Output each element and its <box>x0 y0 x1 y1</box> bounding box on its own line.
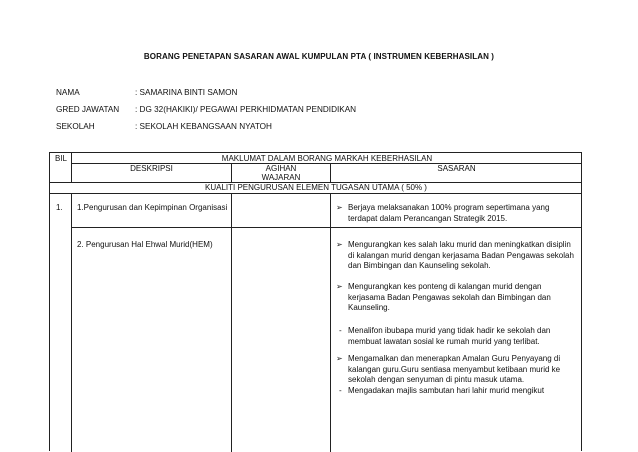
agihan-right-divider <box>330 193 331 452</box>
bullet-dash-icon: - <box>339 326 342 335</box>
section-bottom-line <box>50 193 582 194</box>
sasaran-item: Mengadakan majlis sambutan hari lahir murid mengikut <box>348 386 545 395</box>
bil-col-divider <box>71 193 72 452</box>
row-deskripsi: 1.Pengurusan dan Kepimpinan Organisasi <box>77 203 228 212</box>
bullet-dash-icon: - <box>339 386 342 395</box>
agihan-left-divider <box>231 193 232 452</box>
row-deskripsi: 2. Pengurusan Hal Ehwal Murid(HEM) <box>77 240 213 249</box>
sasaran-item: Berjaya melaksanakan 100% program sepertimana yang terdapat dalam Perancangan Strategik 2015. <box>348 203 550 223</box>
bullet-arrow-icon: ➢ <box>336 282 343 291</box>
bullet-arrow-icon: ➢ <box>336 203 343 212</box>
col-sasaran-header: SASARAN <box>437 164 476 173</box>
col-agihan-header-2: WAJARAN <box>261 173 301 182</box>
info-value: : DG 32(HAKIKI)/ PEGAWAI PERKHIDMATAN PENDIDIKAN <box>135 105 357 114</box>
bullet-arrow-icon: ➢ <box>336 240 343 249</box>
col-deskripsi-header: DESKRIPSI <box>130 164 173 173</box>
row-bil: 1. <box>56 203 63 212</box>
info-label: NAMA <box>56 88 80 97</box>
col-bil-header: BIL <box>55 154 68 163</box>
row-divider <box>72 227 582 228</box>
sasaran-item: Mengurangkan kes ponteng di kalangan murid dengan kerjasama Badan Pengawas sekolah dan Bimbingan dan Kaunseling. <box>348 282 551 312</box>
sasaran-item: Mengurangkan kes salah laku murid dan meningkatkan disiplin di kalangan murid dengan kerjasama Badan Pengawas sekolah dan Bimbingan dan Kaunseling sekolah. <box>348 240 574 270</box>
info-value: : SAMARINA BINTI SAMON <box>135 88 238 97</box>
info-label: SEKOLAH <box>56 122 95 131</box>
info-label: GRED JAWATAN <box>56 105 120 114</box>
sasaran-item: Menalifon ibubapa murid yang tidak hadir ke sekolah dan membuat lawatan sosial ke rumah murid yang terlibat. <box>348 326 551 346</box>
form-title: BORANG PENETAPAN SASARAN AWAL KUMPULAN PTA ( INSTRUMEN KEBERHASILAN ) <box>143 52 495 61</box>
section-header: KUALITI PENGURUSAN ELEMEN TUGASAN UTAMA ( 50% ) <box>205 183 427 192</box>
info-value: : SEKOLAH KEBANGSAAN NYATOH <box>135 122 272 131</box>
bullet-arrow-icon: ➢ <box>336 354 343 363</box>
col-agihan-header-1: AGIHAN <box>265 164 297 173</box>
sasaran-item: Mengamalkan dan menerapkan Amalan Guru Penyayang di kalangan guru.Guru sentiasa menyambut ketibaan murid ke sekolah dengan senyuman di pintu masuk utama. <box>348 354 561 384</box>
header-main: MAKLUMAT DALAM BORANG MARKAH KEBERHASILAN <box>221 154 433 163</box>
keberhasilan-table <box>49 152 582 451</box>
